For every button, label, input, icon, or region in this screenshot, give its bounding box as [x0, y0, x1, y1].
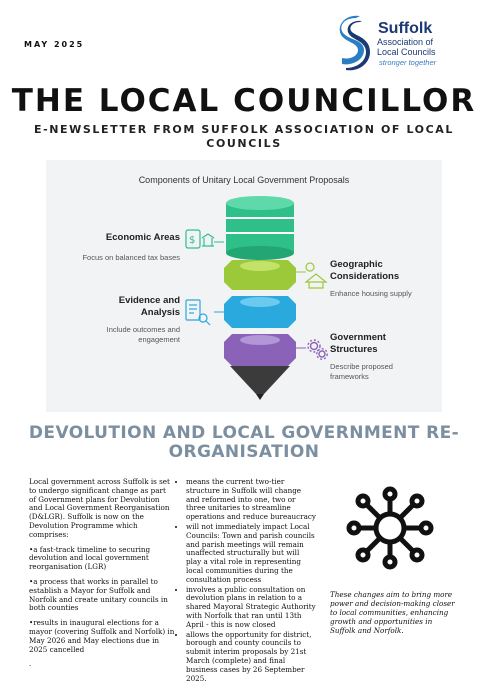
newsletter-subtitle: E-NEWSLETTER FROM SUFFOLK ASSOCIATION OF LOCAL COUNCILS [33, 123, 455, 150]
logo-subtitle [377, 37, 436, 57]
economic-areas-text: Focus on balanced tax bases [82, 253, 180, 262]
geographic-text: Enhance housing supply [330, 289, 412, 298]
geographic-heading: Geographic Considerations [330, 259, 400, 282]
closing-note: These changes aim to bring more power and decision-making closer to local communities, enhancing growth and opportunities in Suffolk and Norfolk. [330, 590, 455, 635]
programme-point-3: •results in inaugural elections for a mayor (covering Suffolk and Norfolk) in May 2026 and May elections due in 2025 cancelled [29, 618, 175, 654]
government-heading: Government Structures [330, 332, 386, 355]
section-heading: DEVOLUTION AND LOCAL GOVERNMENT RE-ORGANISATION [28, 423, 460, 462]
trailing-mark: . [29, 659, 32, 669]
devolution-bullet-list [176, 478, 316, 683]
lime-octagon-block [224, 260, 296, 290]
bullet-two-tier: • means the current two-tier structure in Suffolk will change and reformed into one, two or three unitaries to streamline operations and reduce bureaucracy [186, 478, 316, 522]
column-1 [29, 478, 175, 675]
intro-paragraph: Local government across Suffolk is set to undergo significant change as part of Government plans for Devolution and Local Government Reorganisation (D&LGR). Suffolk is now on the Devolution Programme which comprises: [29, 477, 170, 539]
money-icon [186, 230, 214, 248]
label-evidence-analysis [84, 295, 180, 345]
logo-tagline: stronger together [379, 58, 437, 67]
svg-text:$: $ [189, 235, 196, 246]
newsletter-title: THE LOCAL COUNCILLOR [11, 83, 477, 119]
programme-point-1: •a fast-track timeline to securing devolution and local government reorganisation (LGR) [29, 544, 151, 572]
issue-date: MAY 2025 [24, 40, 85, 49]
purple-cone-block [224, 334, 296, 400]
bullet-consultation: • involves a public consultation on devolution plans in relation to a shared Mayoral Strategic Authority with Norfolk that ran until 13th April - this is now closed [186, 586, 316, 630]
logo-sub-line2: Local Councils [377, 47, 436, 57]
label-economic-areas [70, 232, 180, 263]
sky-octagon-block [224, 296, 296, 328]
label-geographic-considerations [330, 259, 430, 299]
evidence-heading: Evidence and Analysis [118, 295, 180, 318]
teal-cylinder-block [226, 196, 294, 260]
logo-name: Suffolk [378, 20, 433, 37]
label-government-structures [330, 332, 430, 382]
document-search-icon [186, 300, 210, 325]
economic-areas-heading: Economic Areas [105, 232, 180, 243]
infographic-title: Components of Unitary Local Government Proposals [138, 175, 350, 185]
location-house-icon [306, 263, 326, 288]
column-2 [176, 478, 316, 684]
network-people-icon [338, 484, 442, 572]
gears-icon [308, 340, 327, 359]
government-text: Describe proposed frameworks [330, 362, 393, 381]
logo-sub-line1: Association of [377, 37, 434, 47]
evidence-text: Include outcomes and engagement [106, 325, 180, 344]
bullet-local-councils: • will not immediately impact Local Councils: Town and parish councils and parish meetings will remain unaffected structurally but will play a vital role in representing local communities during the consultation process [186, 523, 316, 585]
bullet-proposals: • allows the opportunity for district, borough and county councils to submit interim proposals by 21st March (complete) and final business cases by 26 September 2025. [186, 631, 316, 684]
programme-point-2: •a process that works in parallel to establish a Mayor for Suffolk and Norfolk and create unitary councils in both counties [29, 576, 168, 613]
